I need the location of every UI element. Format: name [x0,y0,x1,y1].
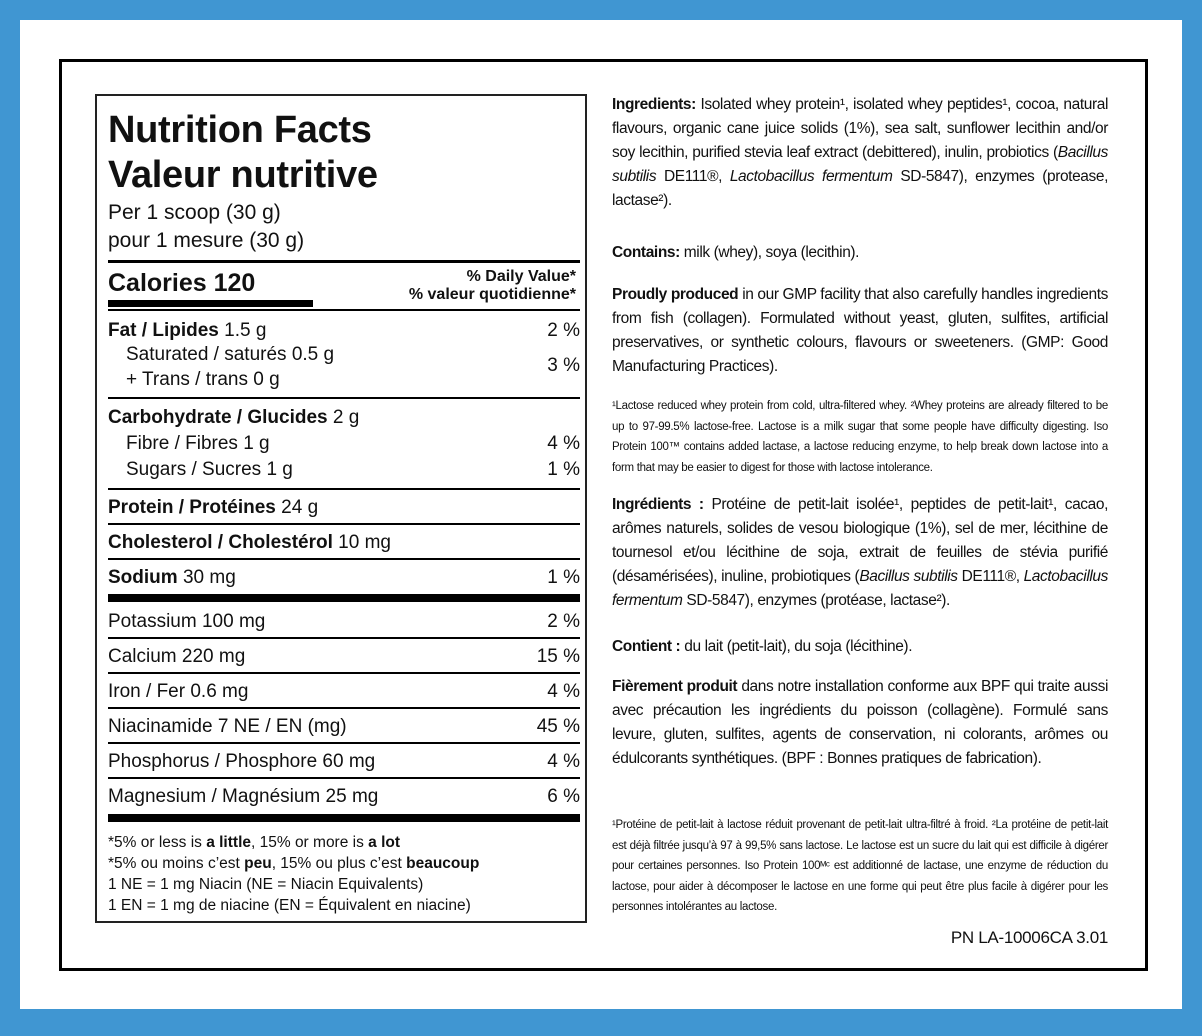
nutrient-pct: 2 % [547,320,580,341]
divider-thick [108,814,580,822]
nutrient-pct: 4 % [547,751,580,772]
footnote-fr: ¹Protéine de petit-lait à lactose réduit provenant de petit-lait ultra-filtré à froid. ²La protéine de petit-lait est déjà filtrée jusqu’à 97 à 99,5% sans lactose. Le lactose est un sucre du lait qui est difficile à digérer pour certaines personnes. Iso Protein 100ᴹᶜ est additionné de lactase, une enzyme de réduction du lactose, pour aider à décomposer le lactose en une forme qui peut être plus facile à digérer pour les personnes intolérantes au lactose. [612,819,1108,913]
fn-text: *5% ou moins c’est [108,855,245,872]
divider-thick [108,594,580,602]
nutrient-row-magnesium [108,785,580,809]
nutrient-pct: 15 % [536,646,580,667]
fn-text: *5% or less is [108,834,207,851]
contains-text: milk (whey), soya (lecithin). [679,244,860,261]
ingredient-italic: Lactobacillus fermentum [612,568,1108,609]
nutrient-row-niacinamide [108,715,580,739]
nutrient-label: + Trans / trans 0 g [126,369,280,390]
fn-text: , 15% or more is [251,834,369,851]
calories-underline [108,300,313,307]
divider [108,707,580,709]
calories-label: Calories 120 [108,269,256,297]
nutrient-row-fat [108,319,580,343]
nutrient-row-sodium [108,566,580,590]
divider [108,523,580,525]
nutrient-row-carbohydrate [108,406,580,430]
nutrient-amount: 2 g [327,407,360,428]
ingredient-italic: Lactobacillus fermentum [729,168,893,185]
ingredients-fr [612,493,1108,613]
part-number: PN LA-10006CA 3.01 [950,928,1108,947]
title-en: Nutrition Facts [108,109,372,151]
proudly-label: Proudly produced [612,286,739,303]
nutrition-footnote [108,832,479,916]
proudly-produced-en [612,283,1108,379]
contains-label: Contient : [612,638,681,655]
nutrient-pct: 4 % [547,681,580,702]
ingredients-en [612,93,1108,213]
nutrient-pct: 2 % [547,611,580,632]
nutrient-label: Niacinamide 7 NE / EN (mg) [108,716,347,737]
nutrient-amount: 30 mg [177,567,236,588]
nutrient-pct: 1 % [547,459,580,480]
proudly-text: dans notre installation conforme aux BPF qui traite aussi avec précaution les ingrédients du poisson (collagène). Formulé sans levure, gluten, sulfites, agents de conservation, ni colorants, arômes ou édulcorants synthétiques. (BPF : Bonnes pratiques de fabrication). [612,678,1108,767]
nutrient-pct: 4 % [547,433,580,454]
nutrient-label: Sugars / Sucres 1 g [126,459,293,480]
nutrient-pct: 1 % [547,567,580,588]
nutrient-label: Fibre / Fibres 1 g [126,433,270,454]
nutrient-label: Saturated / saturés 0.5 g [126,344,335,365]
nutrient-row-saturated [126,343,580,367]
nutrient-pct: 6 % [547,786,580,807]
nutrient-row-cholesterol [108,531,580,555]
ingredients-text: SD-5847), enzymes (protéase, lactase²). [682,592,950,609]
dv-en: % Daily Value* [466,268,576,285]
nutrition-facts-table [95,94,587,923]
nutrient-row-iron [108,680,580,704]
fn-text: , 15% ou plus c’est [271,855,407,872]
fn-bold: peu [244,855,272,872]
ingredients-label: Ingrédients : [612,496,704,513]
nutrient-row-trans [126,368,580,392]
divider [108,309,580,311]
ingredients-text: Isolated whey protein¹, isolated whey peptides¹, cocoa, natural flavours, organic cane juice solids (1%), sea salt, sunflower lecithin and/or soy lecithin, purified stevia leaf extract (debittered), inulin, probiotics ( [612,96,1108,161]
nutrient-pct: 3 % [547,355,580,376]
serving-size [108,199,304,255]
contains-text: du lait (petit-lait), du soja (lécithine). [680,638,913,655]
fn-bold: beaucoup [406,855,480,872]
contains-label: Contains: [612,244,680,261]
nutrient-label: Phosphorus / Phosphore 60 mg [108,751,376,772]
nutrient-row-sugars [126,458,580,482]
nutrient-label: Cholesterol / Cholestérol [108,532,333,553]
title-fr: Valeur nutritive [108,154,378,196]
proudly-produced-fr [612,675,1108,771]
fn-bold: a little [206,834,251,851]
divider [108,777,580,779]
ingredient-italic: Bacillus subtilis [612,144,1108,185]
contains-en [612,241,1108,265]
dv-fr: % valeur quotidienne* [408,286,576,303]
nutrient-label: Magnesium / Magnésium 25 mg [108,786,379,807]
nutrient-amount: 1.5 g [218,320,267,341]
nutrient-row-fibre [126,432,580,456]
nutrient-pct: 45 % [536,716,580,737]
nutrient-label: Protein / Protéines [108,497,276,518]
serving-fr: pour 1 mesure (30 g) [108,229,305,252]
ingredients-text: DE111®, [957,568,1024,585]
nutrient-row-potassium [108,610,580,634]
proudly-label: Fièrement produit [612,678,738,695]
proudly-text: in our GMP facility that also carefully handles ingredients from fish (collagen). Formulated without yeast, gluten, sulfites, artificial preservatives, or synthetic colours, flavours or sweeteners. (GMP: Good Manufacturing Practices). [612,286,1108,375]
divider [108,397,580,399]
serving-en: Per 1 scoop (30 g) [108,201,281,224]
fn-bold: a lot [368,834,401,851]
divider [108,742,580,744]
nutrient-label: Fat / Lipides [108,320,219,341]
footnote-niacin-en: 1 NE = 1 mg Niacin (NE = Niacin Equivalents) [108,876,424,893]
ingredient-italic: Bacillus subtilis [859,568,958,585]
nutrient-label: Iron / Fer 0.6 mg [108,681,249,702]
ingredients-text: Protéine de petit-lait isolée¹, peptides de petit-lait¹, cacao, arômes naturels, solides de vesou biologique (1%), sel de mer, lécithine de tournesol et/ou lécithine de soja, extrait de feuilles de stévia purifié (désamérisées), inuline, probiotiques ( [612,496,1108,585]
footnote-en: ¹Lactose reduced whey protein from cold, ultra-filtered whey. ²Whey proteins are already filtered to be up to 97-99.5% lactose-free. Lactose is a milk sugar that some people have difficulty digesting. Iso Protein 100™ contains added lactase, a lactose reducing enzyme, to help break down lactose into a form that may be easier to digest for those with lactose intolerance. [612,400,1108,474]
ingredients-label: Ingredients: [612,96,696,113]
footnote-line-fr [108,853,479,874]
nutrient-row-calcium [108,645,580,669]
contains-fr [612,635,1108,659]
divider [108,672,580,674]
footnote-line-en [108,832,479,853]
nutrient-label: Sodium [108,567,178,588]
divider [108,488,580,490]
nutrient-amount: 10 mg [332,532,391,553]
nutrient-row-phosphorus [108,750,580,774]
nutrient-label: Calcium 220 mg [108,646,246,667]
divider [108,558,580,560]
divider [108,637,580,639]
nutrition-title [108,108,378,198]
nutrient-label: Carbohydrate / Glucides [108,407,328,428]
ingredients-text: SD-5847), enzymes (protease, lactase²). [612,168,1108,209]
divider-top [108,260,580,263]
nutrient-row-protein [108,496,580,520]
ingredients-text: DE111®, [656,168,730,185]
nutrient-amount: 24 g [275,497,319,518]
nutrient-label: Potassium 100 mg [108,611,266,632]
footnote-niacin-fr: 1 EN = 1 mg de niacine (EN = Équivalent en niacine) [108,897,471,914]
daily-value-header [409,268,576,304]
